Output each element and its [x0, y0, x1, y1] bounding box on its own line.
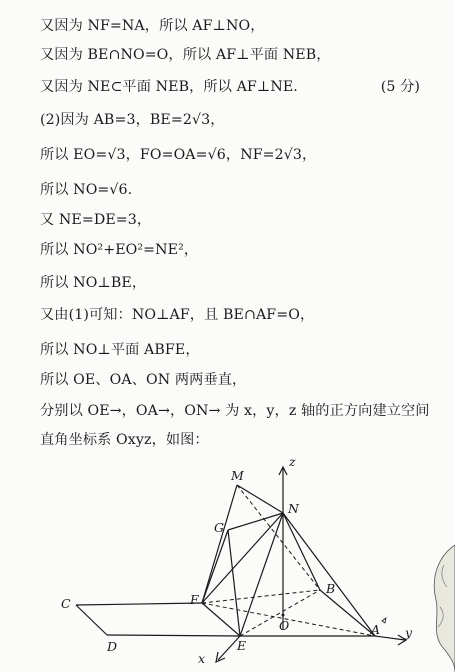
point-label-N: N — [288, 501, 299, 516]
point-label-B: B — [326, 581, 336, 596]
edge-FE — [202, 603, 240, 636]
point-label-F: F — [190, 592, 199, 607]
edge-FG — [202, 530, 228, 603]
text-line-6: 所以 NO=√6. — [40, 182, 133, 198]
axis-label-x: x — [198, 651, 206, 666]
hidden-edge-FB — [202, 590, 320, 603]
text-line-1: 又因为 NF=NA，所以 AF⊥NO， — [40, 18, 265, 34]
point-label-G: G — [214, 520, 224, 535]
edge-AB — [320, 590, 375, 636]
figure-drawing — [0, 455, 455, 672]
page-edge-artifact — [400, 545, 455, 672]
text-line-8: 所以 NO²+EO²=NE²， — [40, 242, 199, 258]
point-label-O: O — [279, 618, 290, 633]
edge-CD — [76, 605, 107, 635]
score-label: (5 分) — [380, 79, 420, 95]
hidden-edge-MB — [237, 485, 320, 590]
text-line-7: 又 NE=DE=3， — [40, 212, 152, 228]
text-line-3-body: 又因为 NE⊂平面 NEB，所以 AF⊥NE. — [40, 79, 298, 95]
text-line-12: 所以 OE、OA、ON 两两垂直， — [40, 372, 247, 388]
text-line-4: (2)因为 AB=3，BE=2√3， — [40, 112, 225, 128]
text-line-13: 分别以 OE→，OA→，ON→ 为 x，y，z 轴的正方向建立空间 — [40, 403, 430, 419]
edge-GE — [228, 530, 240, 636]
point-label-E: E — [237, 638, 247, 653]
text-line-10: 又由(1)可知：NO⊥AF，且 BE∩AF=O， — [40, 307, 315, 323]
edge-NB — [283, 513, 320, 590]
corner-mark — [382, 618, 386, 623]
origin-dot — [282, 614, 285, 617]
point-label-D: D — [107, 639, 118, 654]
point-label-C: C — [61, 596, 71, 611]
text-line-3 — [40, 77, 440, 97]
edge-EN — [240, 513, 283, 636]
axis-label-y: y — [405, 625, 413, 640]
point-label-A: A — [371, 622, 381, 637]
edge-NA — [283, 513, 375, 636]
point-label-M: M — [231, 468, 244, 483]
text-line-2: 又因为 BE∩NO=O，所以 AF⊥平面 NEB， — [40, 47, 331, 63]
text-line-9: 所以 NO⊥BE， — [40, 275, 147, 291]
text-line-14: 直角坐标系 Oxyz，如图： — [40, 432, 209, 448]
edge-CF — [76, 603, 202, 605]
edge-MN — [237, 485, 283, 513]
geometry-figure — [0, 455, 455, 672]
axis-label-z: z — [289, 454, 296, 469]
text-line-11: 所以 NO⊥平面 ABFE， — [40, 342, 200, 358]
text-line-5: 所以 EO=√3，FO=OA=√6，NF=2√3， — [40, 147, 317, 163]
edge-FM — [202, 485, 237, 603]
edge-DE — [107, 635, 240, 636]
